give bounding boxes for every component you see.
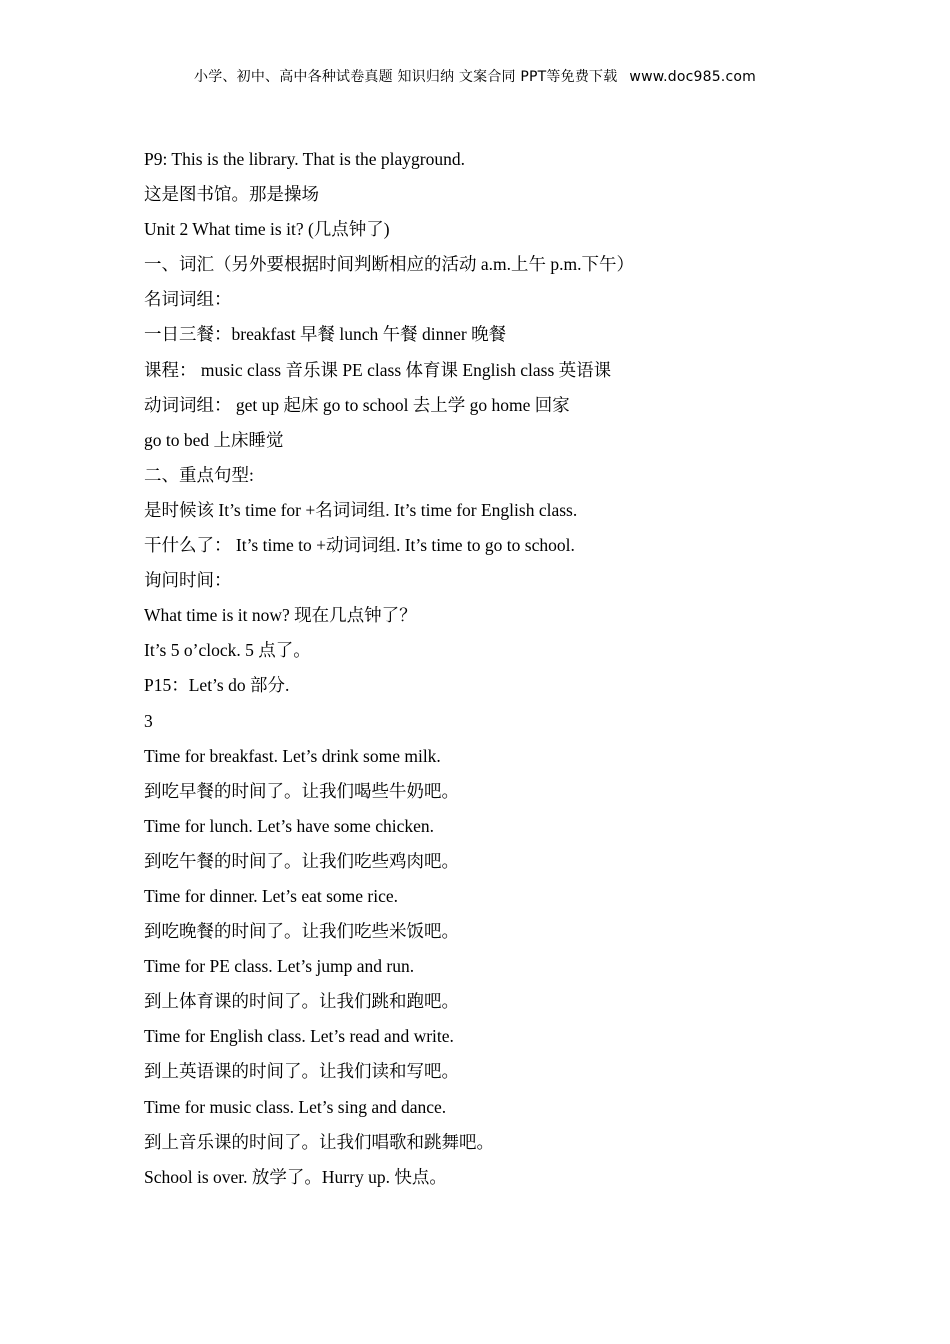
text-line: Time for dinner. Let’s eat some rice. [144,885,399,906]
header-site-link[interactable]: www.doc985.com [629,69,756,85]
text-line: 干什么了： It’s time to +动词词组. It’s time to go to school. [144,535,575,556]
text-line: School is over. 放学了。Hurry up. 快点。 [144,1166,447,1187]
text-line: 询问时间： [144,570,232,591]
text-line: 课程： music class 音乐课 PE class 体育课 English class 英语课 [144,359,612,380]
text-line: 是时候该 It’s time for +名词词组. It’s time for English class. [144,499,578,520]
text-line: 3 [144,710,153,731]
text-line: Time for PE class. Let’s jump and run. [144,956,415,977]
text-line: 到上英语课的时间了。让我们读和写吧。 [144,1061,459,1082]
text-line: P9: This is the library. That is the playground. [144,149,465,169]
text-line: go to bed 上床睡觉 [144,429,284,450]
section-heading-sentences: 二、重点句型: [144,464,254,485]
text-line: 一日三餐：breakfast 早餐 lunch 午餐 dinner 晚餐 [144,324,507,345]
text-line: 这是图书馆。那是操场 [144,184,319,205]
text-line: Time for breakfast. Let’s drink some milk. [144,745,441,766]
page-header [0,66,950,86]
text-line: P15：Let’s do 部分. [144,675,290,696]
text-line: 动词词组： get up 起床 go to school 去上学 go home 回家 [144,394,570,415]
document-body [144,146,844,1199]
text-line: 到上音乐课的时间了。让我们唱歌和跳舞吧。 [144,1131,494,1152]
text-line: What time is it now? 现在几点钟了？ [144,605,417,626]
text-line: Time for music class. Let’s sing and dance. [144,1096,447,1117]
text-line: Time for English class. Let’s read and write. [144,1026,454,1047]
section-heading-vocabulary: 一、词汇（另外要根据时间判断相应的活动 a.m.上午 p.m.下午） [144,254,634,275]
text-line: 到吃午餐的时间了。让我们吃些鸡肉吧。 [144,850,459,871]
text-line: It’s 5 o’clock. 5 点了。 [144,640,311,661]
text-line: 名词词组： [144,289,232,310]
text-line: 到吃晚餐的时间了。让我们吃些米饭吧。 [144,921,459,942]
text-line: Time for lunch. Let’s have some chicken. [144,815,434,836]
header-promo-text: 小学、初中、高中各种试卷真题 知识归纳 文案合同 PPT等免费下载 [194,69,618,85]
text-line: 到吃早餐的时间了。让我们喝些牛奶吧。 [144,780,459,801]
text-line: 到上体育课的时间了。让我们跳和跑吧。 [144,991,459,1012]
unit-heading: Unit 2 What time is it? (几点钟了) [144,219,390,240]
